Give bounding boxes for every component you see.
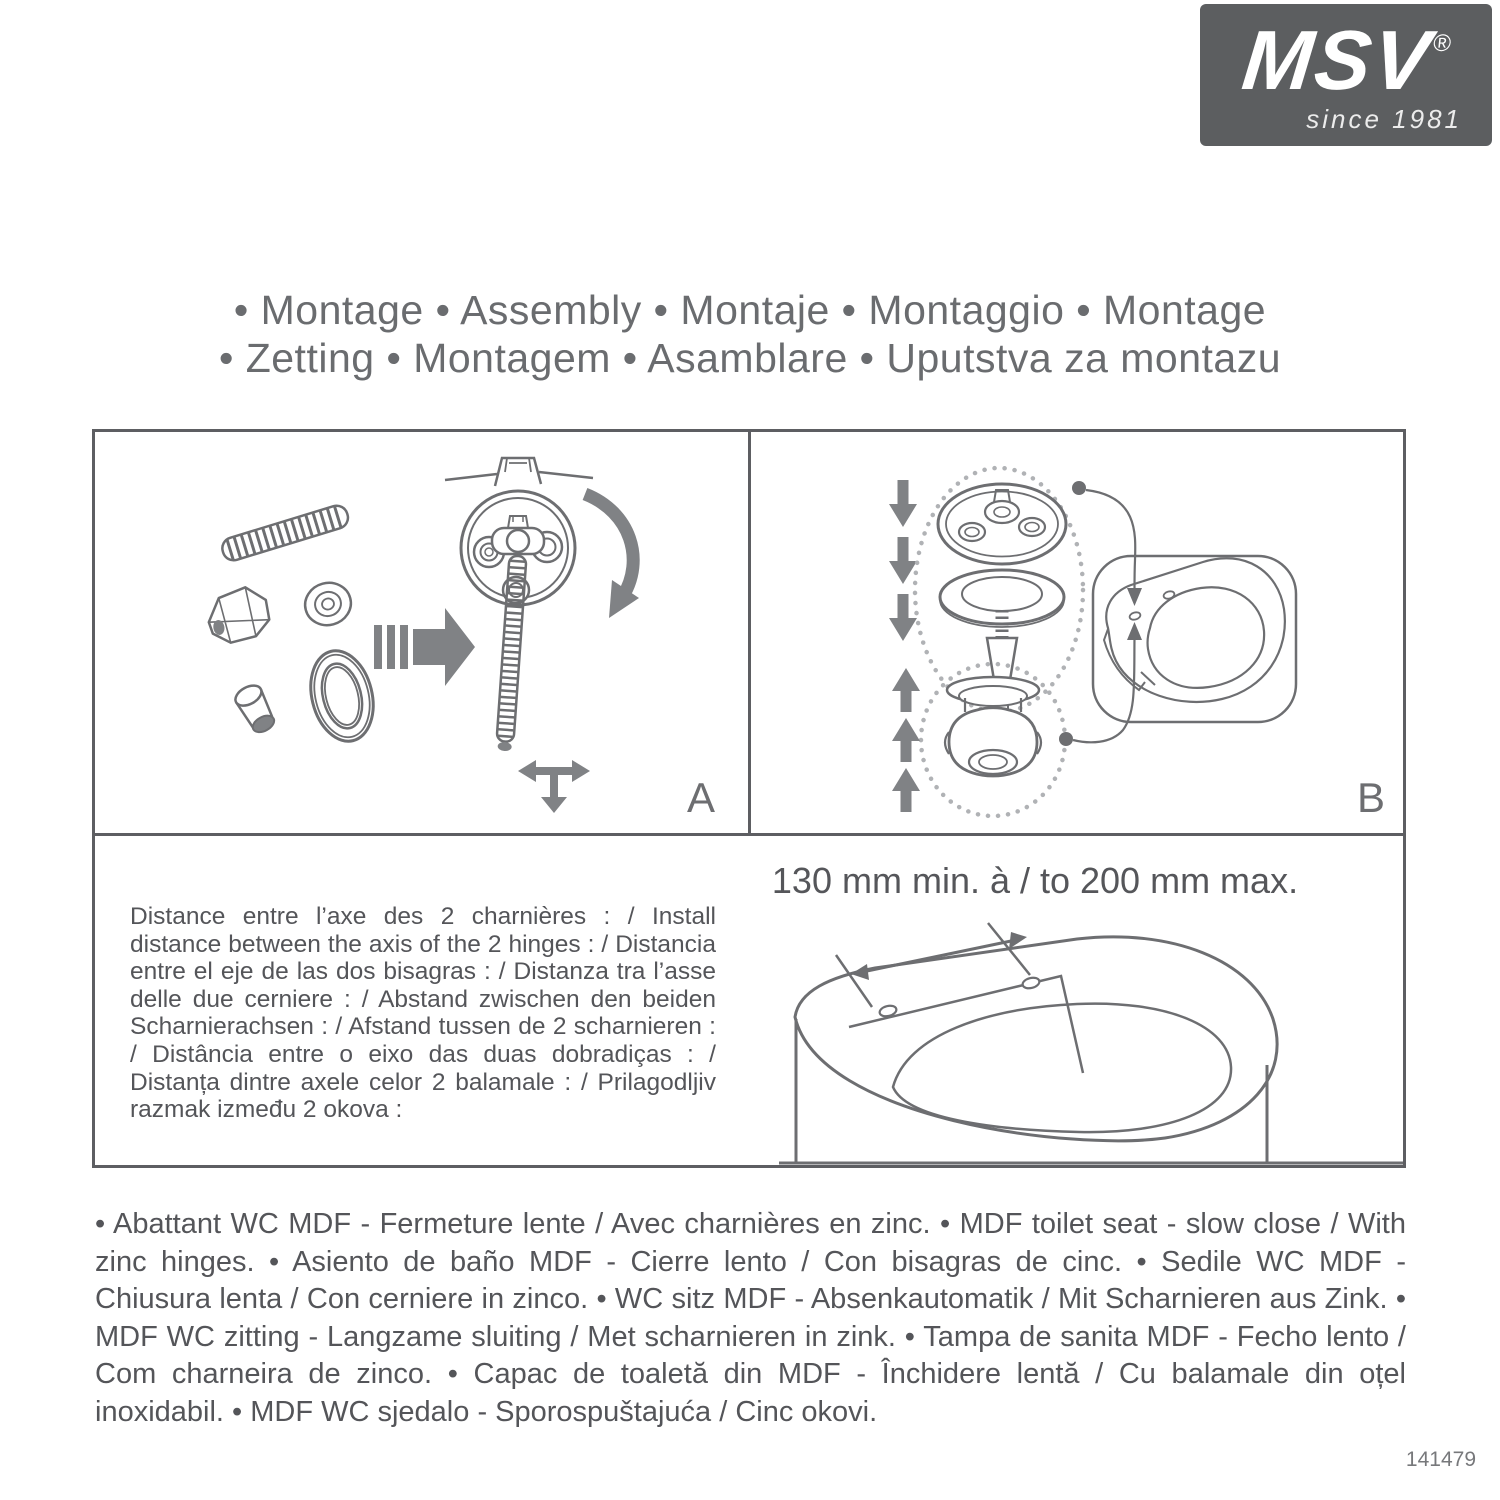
down-arrows-icon xyxy=(889,480,917,641)
panel-b-diagram xyxy=(751,432,1403,833)
panel-a xyxy=(95,432,748,833)
up-arrows-icon xyxy=(892,668,920,812)
brand-name xyxy=(1195,12,1497,109)
wing-nut-icon xyxy=(204,584,272,646)
panel-b xyxy=(751,432,1403,833)
bottom-section xyxy=(95,836,1403,1165)
panel-b-label: B xyxy=(1357,774,1386,821)
brand-logo xyxy=(1200,4,1492,146)
bushing-icon xyxy=(232,682,279,737)
rotation-arrow-icon xyxy=(585,494,639,618)
page-title xyxy=(0,286,1500,382)
title-line-2: • Zetting • Montagem • Asamblare • Uputstva za montazu xyxy=(218,335,1282,381)
title-line-1: • Montage • Assembly • Montaje • Montaggio • Montage xyxy=(233,287,1267,333)
panel-a-label: A xyxy=(687,774,716,821)
registered-trademark-icon: ® xyxy=(1431,30,1453,57)
threaded-rod-icon xyxy=(220,503,351,563)
arrow-right-icon xyxy=(374,608,475,686)
gasket-icon xyxy=(302,644,382,748)
brand-text: MSV xyxy=(1238,13,1437,107)
hinge-bracket-icon xyxy=(445,458,593,486)
dimension-label: 130 mm min. à / to 200 mm max. xyxy=(771,860,1299,901)
washer-icon xyxy=(300,578,355,630)
wing-nut-assembly-icon xyxy=(945,677,1041,776)
instruction-frame xyxy=(92,429,1406,1168)
toilet-bowl-diagram xyxy=(779,915,1403,1165)
article-number: 141479 xyxy=(1405,1448,1476,1471)
product-description: • Abattant WC MDF - Fermeture lente / Avec charnières en zinc. • MDF toilet seat - slow close / With zinc hinges. • Asiento de baño MDF - Cierre lento / Con bisagras de cinc. • Sedile WC MDF - Chiusura lenta / Con cerniere in zinco. • WC sitz MDF - Absenkautomatik / Mit Scharnieren aus Zink. • MDF WC zitting - Langzame sluiting / Met scharnieren in zink. • Tampa de sanita MDF - Fecho lento / Com charneira de zinco. • Capac de toaletă din MDF - Închidere lentă / Cu balamale din oțel inoxidabil. • MDF WC sjedalo - Sporospuštajuća / Cinc okovi. xyxy=(95,1208,1406,1428)
hinge-distance-note: Distance entre l’axe des 2 charnières : / Install distance between the axis of the 2 hinges : / Distancia entre el eje de las dos bisagras : / Distanza tra l’asse delle due cerniere : / Abstand zwischen den beiden Scharnierachsen : / Afstand tussen de 2 scharnieren : / Distância entre o eixo das duas dobradiças : / Distanța dintre axele celor 2 balamale : / Prilagodljiv razmak između 2 okova : xyxy=(130,903,716,1124)
brand-tagline: since 1981 xyxy=(1306,104,1462,134)
panel-a-diagram xyxy=(95,432,748,833)
move-arrows-icon xyxy=(518,760,590,813)
